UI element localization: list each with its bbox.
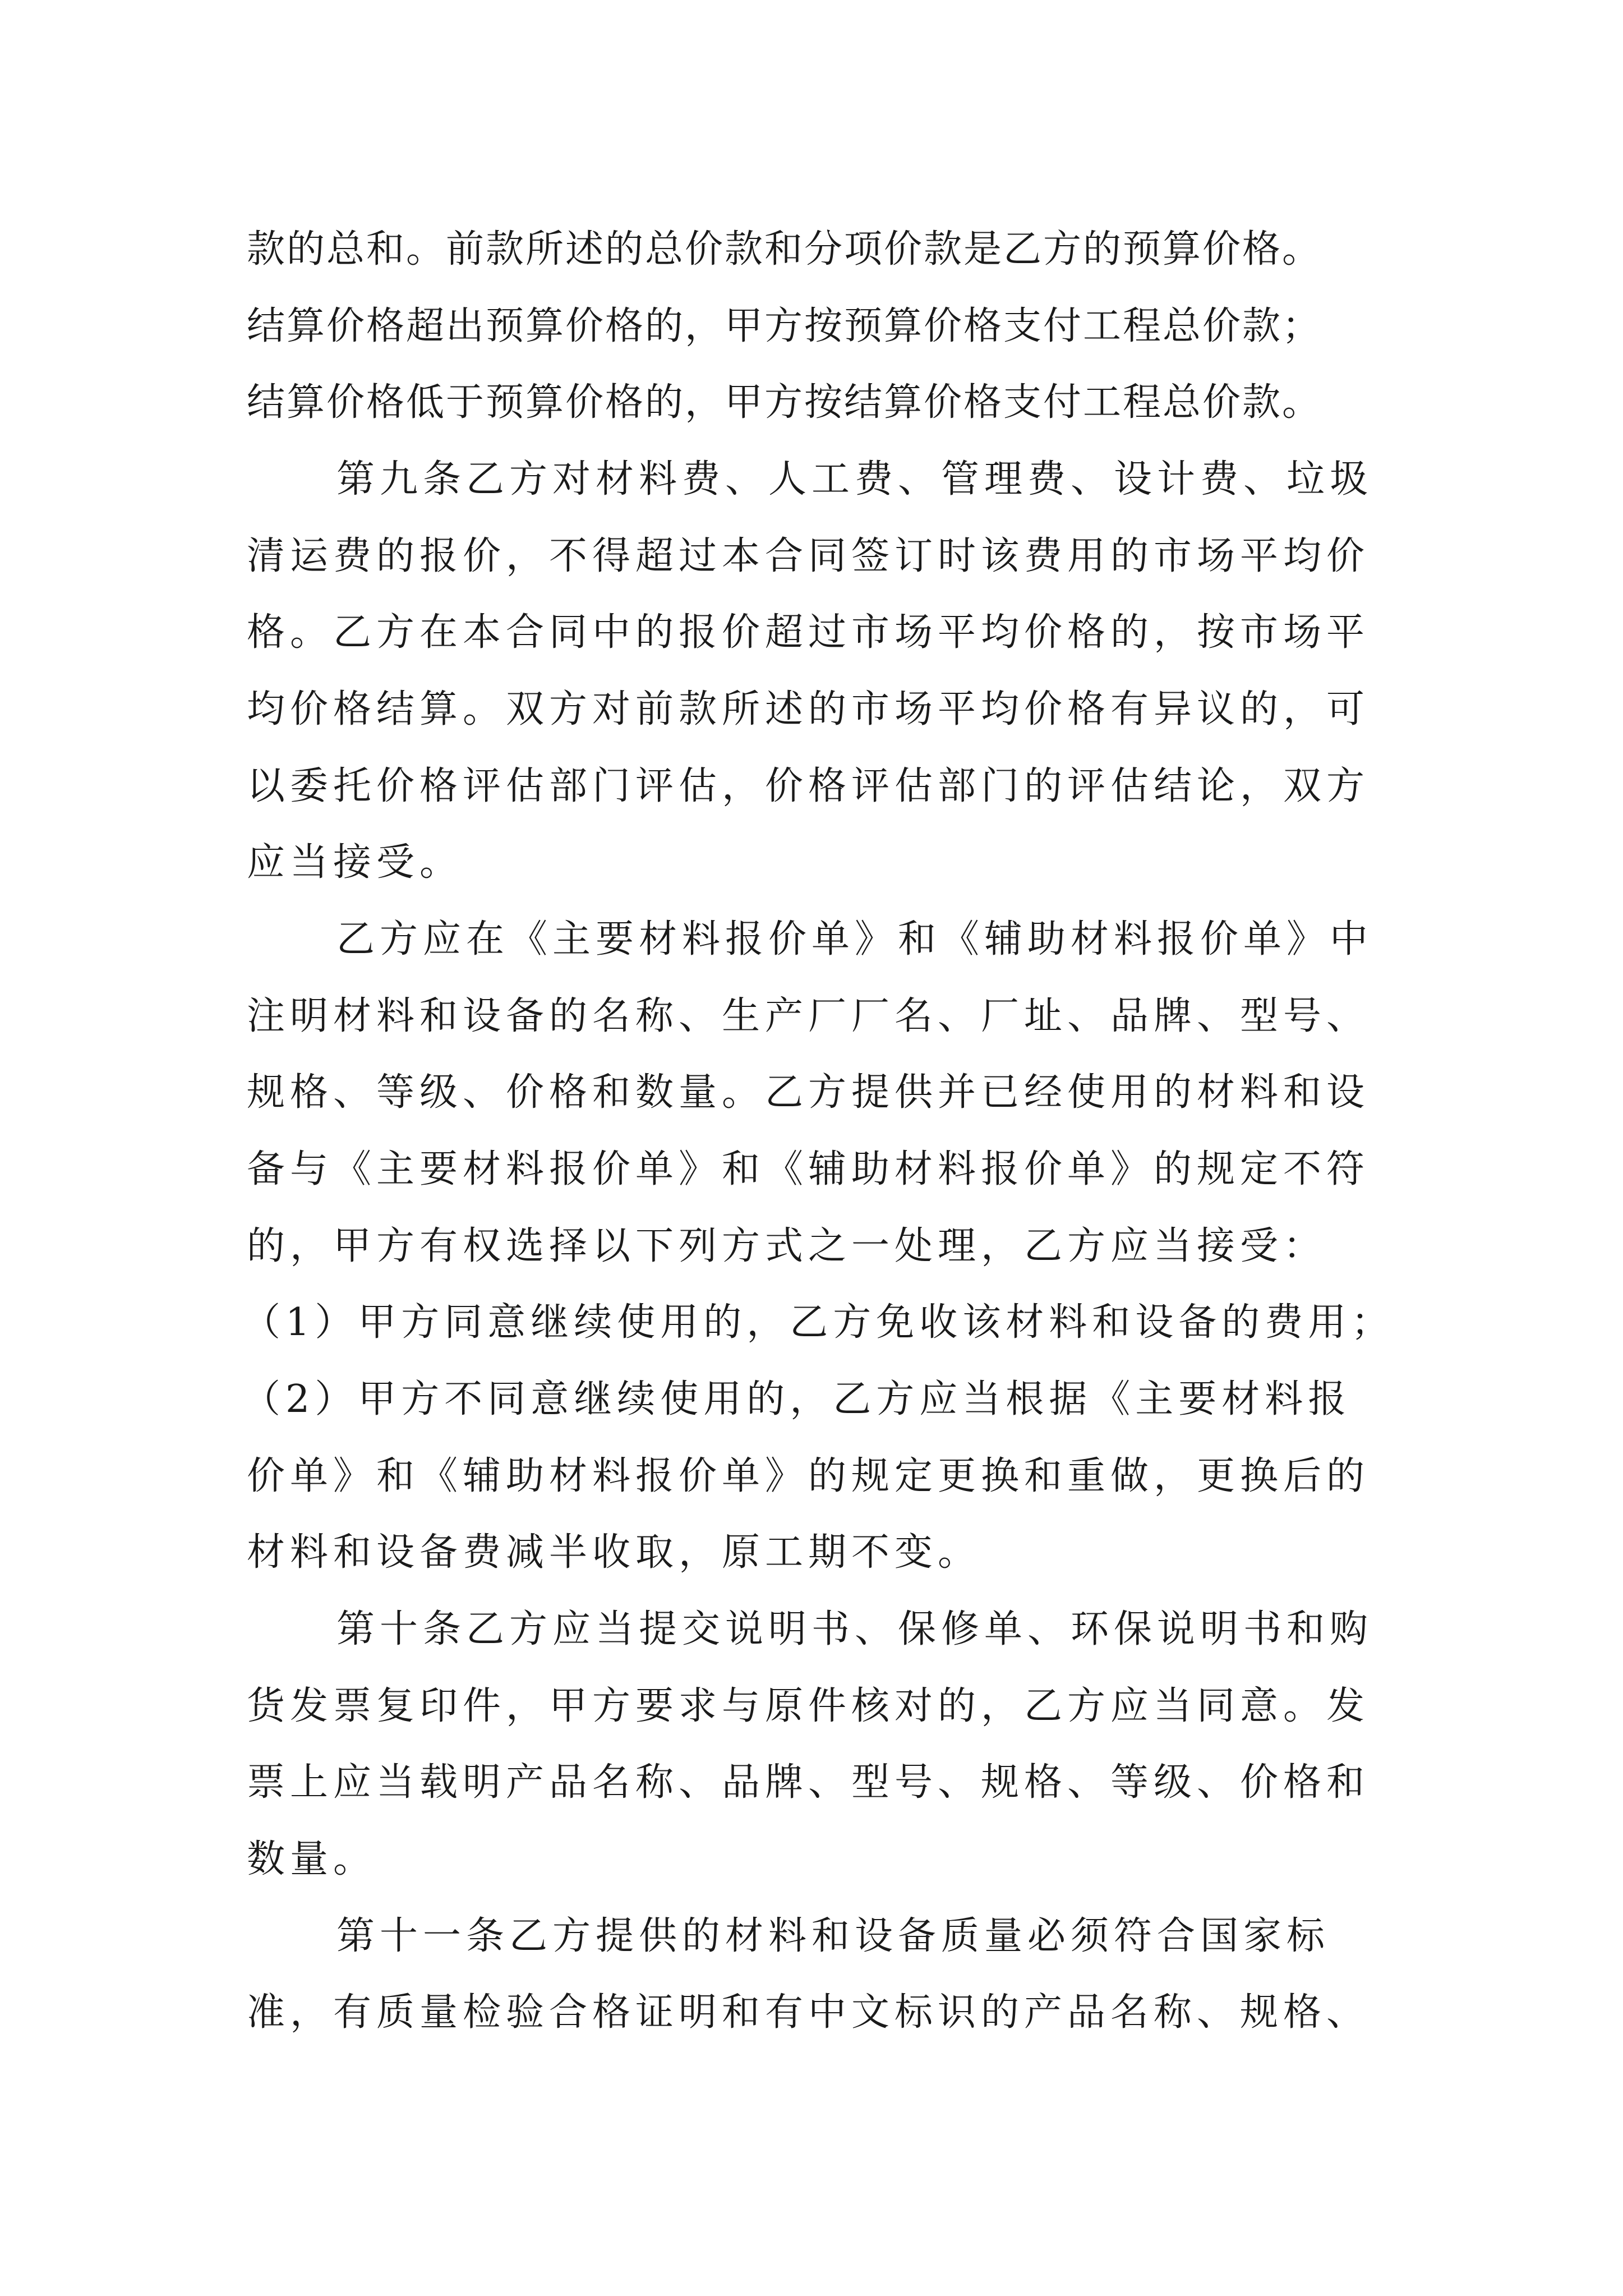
text-line: 数量。 [247, 1837, 377, 1881]
text-line: 规格、等级、价格和数量。乙方提供并已经使用的材料和设 [247, 1070, 1370, 1115]
text-line: 第九条乙方对材料费、人工费、管理费、设计费、垃圾 [336, 457, 1373, 501]
text-line: 应当接受。 [247, 840, 463, 885]
text-line: 准，有质量检验合格证明和有中文标识的产品名称、规格、 [247, 1990, 1370, 2035]
text-line: 格。乙方在本合同中的报价超过市场平均价格的，按市场平 [247, 610, 1370, 655]
text-line: 结算价格低于预算价格的，甲方按结算价格支付工程总价款。 [247, 380, 1322, 425]
text-line: 清运费的报价，不得超过本合同签订时该费用的市场平均价 [247, 534, 1370, 578]
text-line: 货发票复印件，甲方要求与原件核对的，乙方应当同意。发 [247, 1684, 1370, 1728]
text-line: 的，甲方有权选择以下列方式之一处理，乙方应当接受： [247, 1224, 1327, 1268]
text-line: 备与《主要材料报价单》和《辅助材料报价单》的规定不符 [247, 1147, 1370, 1191]
text-line: 材料和设备费减半收取，原工期不变。 [247, 1530, 981, 1575]
text-line: 第十条乙方应当提交说明书、保修单、环保说明书和购 [336, 1607, 1373, 1651]
text-line: 价单》和《辅助材料报价单》的规定更换和重做，更换后的 [247, 1454, 1370, 1498]
text-line: 注明材料和设备的名称、生产厂厂名、厂址、品牌、型号、 [247, 994, 1370, 1038]
text-line: 均价格结算。双方对前款所述的市场平均价格有异议的，可 [247, 687, 1370, 731]
text-line: 乙方应在《主要材料报价单》和《辅助材料报价单》中 [336, 917, 1373, 961]
text-line: （1）甲方同意继续使用的，乙方免收该材料和设备的费用； [242, 1300, 1395, 1345]
text-line: 票上应当载明产品名称、品牌、型号、规格、等级、价格和 [247, 1760, 1370, 1805]
text-line: （2）甲方不同意继续使用的，乙方应当根据《主要材料报 [242, 1377, 1352, 1421]
text-line: 以委托价格评估部门评估，价格评估部门的评估结论，双方 [247, 764, 1370, 808]
text-line: 结算价格超出预算价格的，甲方按预算价格支付工程总价款； [247, 304, 1322, 348]
text-line: 款的总和。前款所述的总价款和分项价款是乙方的预算价格。 [247, 227, 1322, 272]
text-line: 第十一条乙方提供的材料和设备质量必须符合国家标 [336, 1914, 1330, 1958]
